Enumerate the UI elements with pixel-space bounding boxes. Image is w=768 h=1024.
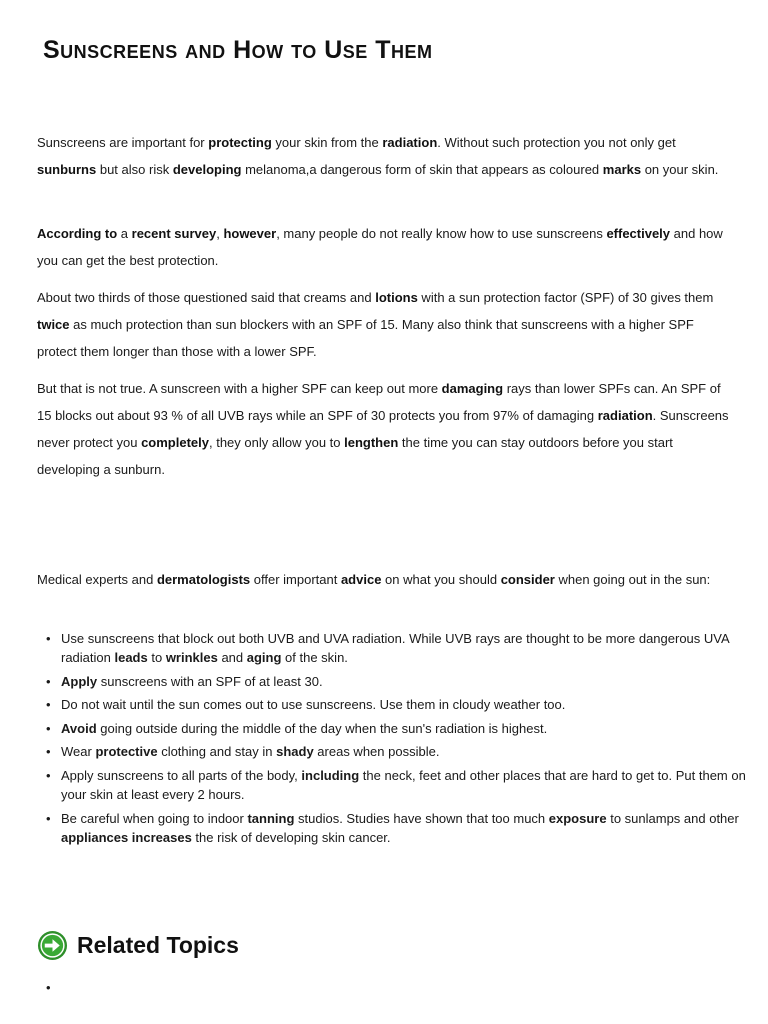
text-run: clothing and stay in <box>157 744 277 760</box>
bold-term: however <box>223 226 277 241</box>
text-run: the neck, feet and other places that are hard to get to. Put them on your skin at least every 2 hours. <box>61 767 746 802</box>
text-run: the risk of developing skin cancer. <box>191 829 391 845</box>
text-run: , many people do not really know how to use sunscreens <box>276 226 607 241</box>
text-run: Medical experts and <box>37 572 157 587</box>
bold-term: aging <box>246 650 282 665</box>
paragraph-spf-truth <box>37 375 737 483</box>
bold-term: Avoid <box>61 720 97 736</box>
text-run: Use sunscreens that block out both UVB and UVA radiation. While UVB rays are thought to be more dangerous UVA radiation <box>61 631 729 665</box>
text-run: on what you should <box>381 572 501 587</box>
text-run: , they only allow you to <box>208 435 345 450</box>
arrow-right-circle-icon <box>37 930 68 961</box>
text-run: Sunscreens are important for <box>37 135 209 150</box>
bold-term: shady <box>276 744 314 760</box>
bold-term: consider <box>500 572 555 587</box>
text-run: to <box>147 650 166 665</box>
bold-term: developing <box>172 162 242 177</box>
text-run: when going out in the sun: <box>554 572 711 587</box>
bold-term: dermatologists <box>156 572 251 587</box>
bold-term: leads <box>114 650 148 665</box>
text-run: . Sunscreens never protect you <box>37 408 729 450</box>
bold-term: completely <box>141 435 209 450</box>
advice-item <box>61 766 761 804</box>
advice-item <box>61 695 761 714</box>
bold-term: radiation <box>597 408 653 423</box>
advice-list <box>37 629 761 851</box>
text-run: Be careful when going to indoor <box>61 810 248 826</box>
text-run: on your skin. <box>641 162 719 177</box>
text-run: a <box>117 226 132 241</box>
bold-term: radiation <box>382 135 438 150</box>
bold-term: effectively <box>606 226 671 241</box>
paragraph-survey <box>37 220 737 274</box>
text-run: Apply sunscreens to all parts of the body, <box>61 767 302 783</box>
bold-term: marks <box>602 162 642 177</box>
bold-term: tanning <box>247 810 295 826</box>
bold-term: twice <box>37 317 70 332</box>
text-run: About two thirds of those questioned said that creams and <box>37 290 376 305</box>
text-run: rays than lower SPFs can. An SPF of 15 blocks out about 93 % of all UVB rays while an SPF of 30 protects you from 97% of damaging <box>37 381 721 423</box>
text-run: areas when possible. <box>313 744 440 760</box>
bold-term: exposure <box>548 810 607 826</box>
bold-term: protective <box>95 744 158 760</box>
advice-item <box>61 719 761 738</box>
bold-term: According to <box>37 226 118 241</box>
related-topics-heading: Related Topics <box>77 932 239 958</box>
text-run: and <box>217 650 247 665</box>
bold-term: including <box>301 767 360 783</box>
text-run: your skin from the <box>271 135 383 150</box>
text-run: but also risk <box>96 162 173 177</box>
related-topics-list <box>37 978 61 997</box>
paragraph-experts <box>37 566 737 593</box>
bold-term: lengthen <box>344 435 399 450</box>
advice-item <box>61 629 761 667</box>
text-run: studios. Studies have shown that too much <box>294 810 549 826</box>
paragraph-spf-belief <box>37 284 737 365</box>
text-run: . Without such protection you not only get <box>437 135 676 150</box>
text-run: sunscreens with an SPF of at least 30. <box>97 673 323 689</box>
bold-term: protecting <box>208 135 272 150</box>
bold-term: sunburns <box>37 162 97 177</box>
advice-item <box>61 742 761 761</box>
text-run: of the skin. <box>281 650 348 665</box>
advice-item <box>61 672 761 691</box>
text-run: to sunlamps and other <box>606 810 739 826</box>
text-run: as much protection than sun blockers with an SPF of 15. Many also think that sunscreens with a higher SPF protect them longer than those with a lower SPF. <box>37 317 694 359</box>
bold-term: Apply <box>61 673 98 689</box>
text-run: the time you can stay outdoors before you start developing a sunburn. <box>37 435 673 477</box>
paragraph-intro <box>37 129 737 183</box>
text-run: But that is not true. A sunscreen with a higher SPF can keep out more <box>37 381 442 396</box>
text-run: , <box>216 226 224 241</box>
bold-term: advice <box>340 572 382 587</box>
text-run: with a sun protection factor (SPF) of 30 gives them <box>417 290 714 305</box>
text-run: going outside during the middle of the day when the sun's radiation is highest. <box>96 720 548 736</box>
page-title: Sunscreens and How to Use Them <box>43 36 433 64</box>
bold-term: appliances increases <box>61 829 192 845</box>
bold-term: damaging <box>441 381 504 396</box>
text-run: offer important <box>250 572 341 587</box>
text-run: and how you can get the best protection. <box>37 226 723 268</box>
advice-item <box>61 809 761 847</box>
text-run: melanoma,a dangerous form of skin that appears as coloured <box>241 162 603 177</box>
bold-term: wrinkles <box>165 650 218 665</box>
text-run: Do not wait until the sun comes out to use sunscreens. Use them in cloudy weather too. <box>61 697 566 713</box>
related-topics-header <box>37 930 239 961</box>
bold-term: recent survey <box>131 226 217 241</box>
bold-term: lotions <box>375 290 418 305</box>
text-run: Wear <box>61 744 96 760</box>
